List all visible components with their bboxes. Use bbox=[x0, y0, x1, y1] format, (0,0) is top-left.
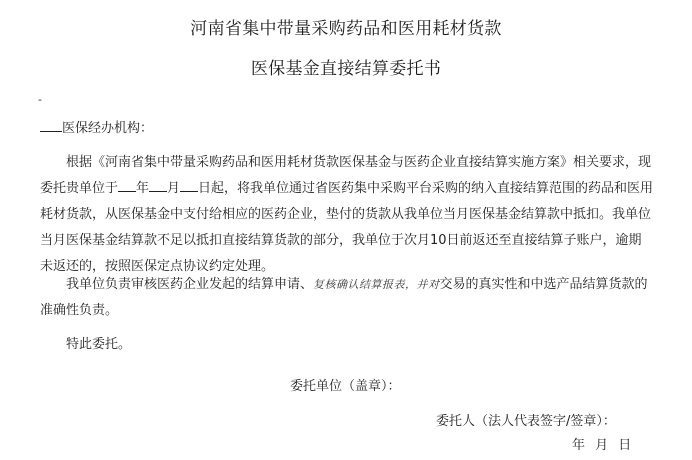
document-title-line1: 河南省集中带量采购药品和医用耗材货款 bbox=[190, 19, 502, 39]
dash-mark: - bbox=[38, 93, 42, 106]
signature-date: 年 月 日 bbox=[572, 438, 632, 453]
para2-italic-text: 复核确认结算报表，并对 bbox=[313, 278, 440, 291]
paragraph-closing: 特此委托。 bbox=[66, 337, 132, 352]
paragraph-authorization bbox=[40, 150, 654, 280]
month-label: 月 bbox=[167, 181, 181, 196]
para1-text-start: 根据《河南省集中带量采购药品和医用耗材货款医保基金与医药企业直接结算实施方案》相关要求，现委托贵单位于 bbox=[40, 155, 652, 196]
paragraph-responsibility bbox=[40, 272, 654, 324]
year-blank bbox=[118, 178, 136, 192]
month-blank bbox=[149, 178, 167, 192]
day-blank bbox=[180, 178, 198, 192]
para2-text-start: 我单位负责审核医药企业发起的结算申请、 bbox=[66, 277, 314, 292]
agency-blank bbox=[40, 118, 62, 132]
representative-signature-label: 委托人（法人代表签字/签章）： bbox=[436, 414, 616, 429]
para1-text-end: 日起，将我单位通过省医药集中采购平台采购的纳入直接结算范围的药品和医用耗材货款，从医保基金中支付给相应的医药企业，垫付的货款从我单位当月医保基金结算款中抵扣。我单位当月医保基金结算款不足以抵扣直接结算货款的部分，我单位于次月10日前返还至直接结算子账户，逾期未返还的，按照医保定点协议约定处理。 bbox=[40, 181, 654, 274]
para2-text-end: 交易的真实性和中选产品结算货款的准确性负责。 bbox=[40, 277, 648, 318]
principal-signature-label: 委托单位（盖章）： bbox=[290, 379, 401, 394]
year-label: 年 bbox=[136, 181, 150, 196]
addressee-line bbox=[40, 118, 153, 138]
addressee-label: 医保经办机构： bbox=[62, 121, 154, 136]
document-title-line2: 医保基金直接结算委托书 bbox=[250, 59, 442, 79]
